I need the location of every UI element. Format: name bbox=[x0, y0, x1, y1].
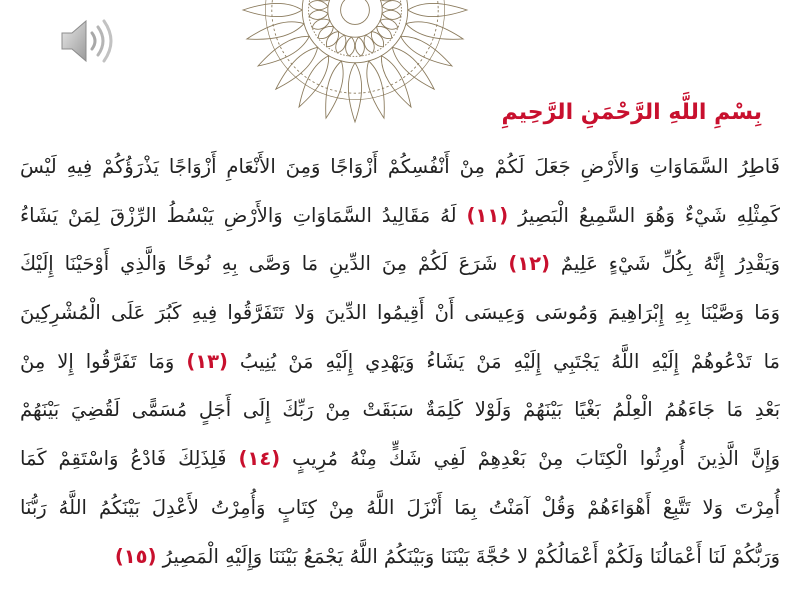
verse-line bbox=[20, 192, 780, 241]
verse-line bbox=[20, 143, 780, 192]
verse-number: (١١) bbox=[466, 203, 509, 227]
verse-line bbox=[20, 386, 780, 435]
verse-text: وَمَا تَفَرَّقُوا إِلا مِنْ bbox=[20, 349, 187, 373]
verse-text-block bbox=[20, 143, 780, 581]
verse-text: مَا تَدْعُوهُمْ إِلَيْهِ اللَّهُ يَجْتَبِي إِلَيْهِ مَنْ يَشَاءُ وَيَهْدِي إِلَيْهِ مَنْ يُنِيبُ bbox=[227, 349, 780, 373]
verse-number: (١٤) bbox=[238, 447, 281, 471]
verse-text: أُمِرْتَ وَلا تَتَّبِعْ أَهْوَاءَهُمْ وَقُلْ آمَنْتُ بِمَا أَنْزَلَ اللَّهُ مِنْ كِتَابٍ وَأُمِرْتُ لأَعْدِلَ بَيْنَكُمُ اللَّهُ رَبُّنَا bbox=[20, 495, 780, 519]
verse-number: (١٢) bbox=[508, 252, 550, 276]
verse-line bbox=[20, 338, 780, 387]
verse-text: وَمَا وَصَّيْنَا بِهِ إِبْرَاهِيمَ وَمُوسَى وَعِيسَى أَنْ أَقِيمُوا الدِّينَ وَلا تَتَفَرَّقُوا فِيهِ كَبُرَ عَلَى الْمُشْرِكِينَ bbox=[20, 301, 780, 325]
verse-text: فَلِذَلِكَ فَادْعُ وَاسْتَقِمْ كَمَا bbox=[20, 447, 239, 471]
verse-text: بَعْدِ مَا جَاءَهُمُ الْعِلْمُ بَغْيًا بَيْنَهُمْ وَلَوْلا كَلِمَةٌ سَبَقَتْ مِنْ رَبِّكَ إِلَى أَجَلٍ مُسَمًّى لَقُضِيَ بَيْنَهُمْ bbox=[20, 398, 780, 422]
verse-line bbox=[20, 484, 780, 533]
verse-line bbox=[20, 240, 780, 289]
mandala-ornament-icon bbox=[205, 0, 505, 130]
verse-text: شَرَعَ لَكُمْ مِنَ الدِّينِ مَا وَصَّى بِهِ نُوحًا وَالَّذِي أَوْحَيْنَا إِلَيْكَ bbox=[20, 252, 509, 276]
verse-line bbox=[20, 435, 780, 484]
verse-text: وَإِنَّ الَّذِينَ أُورِثُوا الْكِتَابَ مِنْ بَعْدِهِمْ لَفِي شَكٍّ مِنْهُ مُرِيبٍ bbox=[280, 447, 780, 471]
verse-number: (١٣) bbox=[186, 349, 228, 373]
verse-text: وَرَبُّكُمْ لَنَا أَعْمَالُنَا وَلَكُمْ أَعْمَالُكُمْ لا حُجَّةَ بَيْنَنَا وَبَيْنَكُمُ اللَّهُ يَجْمَعُ بَيْنَنَا وَإِلَيْهِ الْمَصِيرُ bbox=[156, 544, 780, 568]
verse-number: (١٥) bbox=[114, 544, 157, 568]
verse-text: كَمِثْلِهِ شَيْءٌ وَهُوَ السَّمِيعُ الْبَصِيرُ bbox=[508, 203, 780, 227]
verse-line bbox=[20, 289, 780, 338]
verse-text: وَيَقْدِرُ إِنَّهُ بِكُلِّ شَيْءٍ عَلِيمٌ bbox=[550, 252, 780, 276]
verse-line bbox=[20, 533, 780, 582]
speaker-icon[interactable] bbox=[58, 16, 118, 66]
basmala-heading: بِسْمِ اللَّهِ الرَّحْمَنِ الرَّحِيمِ bbox=[501, 100, 762, 125]
verse-text: فَاطِرُ السَّمَاوَاتِ وَالأَرْضِ جَعَلَ لَكُمْ مِنْ أَنْفُسِكُمْ أَزْوَاجًا وَمِنَ الأَنْعَامِ أَزْوَاجًا يَذْرَؤُكُمْ فِيهِ لَيْسَ bbox=[20, 155, 780, 178]
verse-text: لَهُ مَقَالِيدُ السَّمَاوَاتِ وَالأَرْضِ يَبْسُطُ الرِّزْقَ لِمَنْ يَشَاءُ bbox=[20, 203, 467, 227]
